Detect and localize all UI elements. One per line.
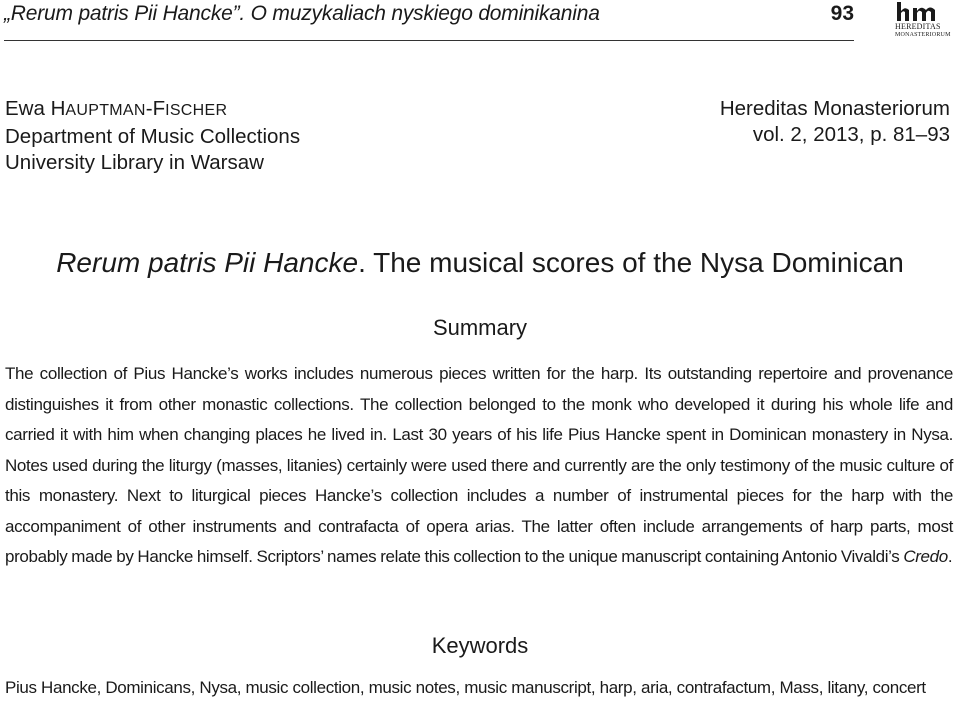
author-department: Department of Music Collections [5, 125, 301, 148]
logo-line-1: HEREDITAS [895, 22, 941, 31]
summary-paragraph [5, 359, 953, 573]
surname-rest-2: ISCHER [165, 102, 228, 119]
page-number: 93 [830, 2, 854, 25]
surname-initial-1: H [50, 97, 66, 120]
journal-block [720, 96, 950, 148]
author-first-name: Ewa [5, 97, 45, 120]
article-title-italic: Rerum patris Pii Hancke [56, 247, 359, 278]
keywords-heading: Keywords [431, 633, 529, 658]
article-title [0, 247, 960, 279]
logo-caption [895, 23, 957, 39]
summary-text: The collection of Pius Hancke’s works includes numerous pieces written for the harp. Its outstanding repertoire and provenance distinguishes it from other monastic collections. The collection belonged to the monk who developed it during his whole life and carried it with him when changing places he lived in. Last 30 years of his life Pius Hancke spent in Dominican monastery in Nysa. Notes used during the liturgy (masses, litanies) certainly were used there and currently are the only testimony of the music culture of this monastery. Next to liturgical pieces Hancke’s collection includes a number of instrumental pieces for the harp with the accompaniment of other instruments and contrafacta of opera arias. The latter often include arrangements of harp parts, most probably made by Hancke himself. Scriptors’ names relate this collection to the unique manuscript containing Antonio Vivaldi’s [5, 364, 953, 566]
author-name [5, 96, 300, 124]
summary-text-end: . [947, 547, 953, 566]
author-institution: University Library in Warsaw [5, 151, 264, 174]
author-block [5, 96, 300, 176]
article-title-rest: . The musical scores of the Nysa Dominican [358, 247, 904, 278]
running-header [4, 0, 854, 41]
surname-rest-1: AUPTMAN [65, 102, 146, 119]
journal-logo [895, 2, 957, 40]
journal-citation: vol. 2, 2013, p. 81–93 [752, 123, 950, 146]
hm-logo-icon [895, 2, 957, 22]
summary-text-italic: Credo [903, 547, 948, 566]
surname-separator: - [145, 97, 153, 120]
logo-line-2: MONASTERIORUM [895, 32, 951, 38]
running-title: „Rerum patris Pii Hancke”. O muzykaliach nyskiego dominikanina [4, 2, 600, 25]
journal-name: Hereditas Monasteriorum [719, 97, 950, 120]
surname-initial-2: F [152, 97, 166, 120]
keywords-list: Pius Hancke, Dominicans, Nysa, music collection, music notes, music manuscript, harp, aria, contrafactum, Mass, litany, concert [5, 678, 926, 697]
summary-heading: Summary [432, 315, 528, 340]
